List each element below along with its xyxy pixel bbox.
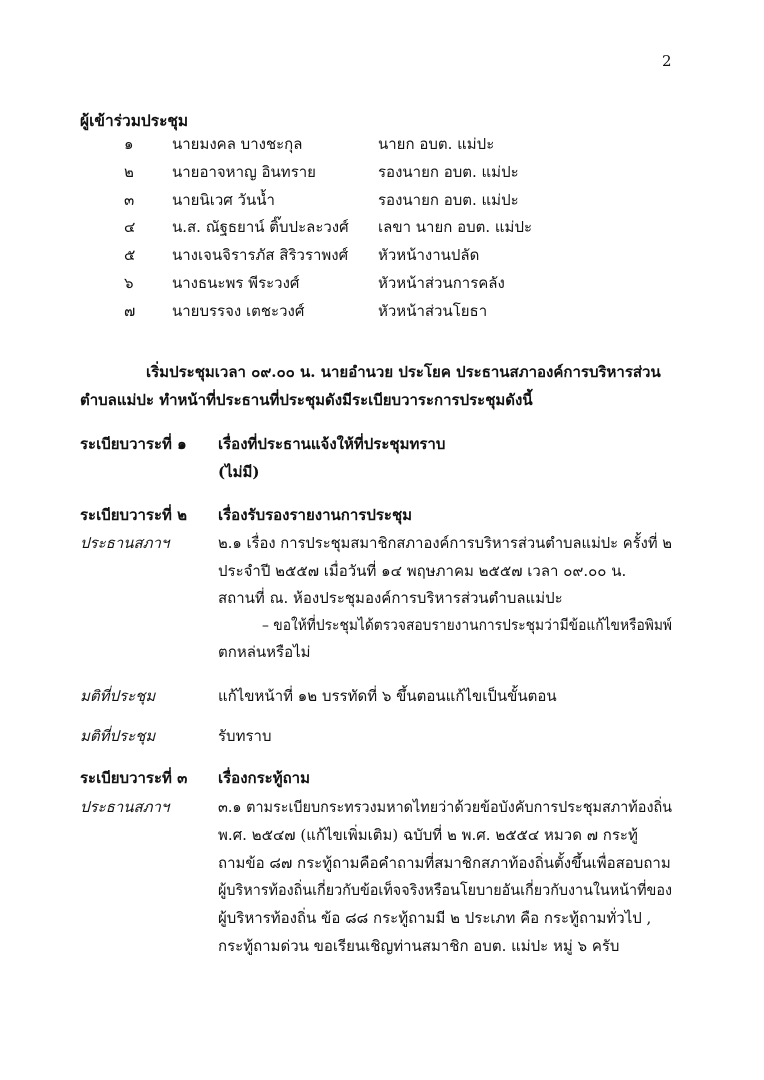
agenda-2-line: ประจำปี ๒๕๕๗ เมื่อวันที่ ๑๔ พฤษภาคม ๒๕๕๗ เวลา ๐๙.๐๐ น. [218, 562, 627, 580]
attendee-number: ๑ [124, 135, 134, 153]
agenda-3-title: เรื่องกระทู้ถาม [218, 769, 310, 787]
intro-line: เริ่มประชุมเวลา ๐๙.๐๐ น. นายอำนวย ประโยค ประธานสภาองค์การบริหารส่วน [146, 363, 661, 381]
attendee-row [0, 160, 764, 188]
agenda-3-speaker: ประธานสภาฯ [80, 798, 170, 816]
agenda-2-title: เรื่องรับรองรายงานการประชุม [218, 506, 413, 524]
attendee-row [0, 299, 764, 327]
attendee-position: หัวหน้างานปลัด [378, 246, 480, 264]
agenda-3-label: ระเบียบวาระที่ ๓ [80, 769, 188, 787]
attendee-number: ๖ [124, 274, 134, 292]
attendee-name: นางธนะพร พีระวงศ์ [172, 274, 300, 292]
attendee-number: ๗ [124, 302, 136, 320]
page-number: 2 [662, 52, 672, 70]
agenda-3-line: ผู้บริหารท้องถิ่นเกี่ยวกับข้อเท็จจริงหรือนโยบายอันเกี่ยวกับงานในหน้าที่ของ [218, 881, 672, 899]
attendee-position: รองนายก อบต. แม่ปะ [378, 163, 519, 181]
attendee-name: นางเจนจิรารภัส สิริวราพงศ์ [172, 246, 349, 264]
attendee-position: นายก อบต. แม่ปะ [378, 135, 495, 153]
attendee-name: นายอาจหาญ อินทราย [172, 163, 316, 181]
agenda-2-line: ๒.๑ เรื่อง การประชุมสมาชิกสภาองค์การบริหารส่วนตำบลแม่ปะ ครั้งที่ ๒ [218, 534, 672, 552]
attendee-number: ๕ [124, 246, 136, 264]
attendee-position: เลขา นายก อบต. แม่ปะ [378, 218, 533, 236]
attendee-position: หัวหน้าส่วนโยธา [378, 302, 488, 320]
agenda-2-line: – ขอให้ที่ประชุมได้ตรวจสอบรายงานการประชุมว่ามีข้อแก้ไขหรือพิมพ์ [262, 616, 673, 634]
resolution-2-label: มติที่ประชุม [80, 727, 156, 745]
attendee-row [0, 188, 764, 216]
agenda-3-line: กระทู้ถามด่วน ขอเรียนเชิญท่านสมาชิก อบต. แม่ปะ หมู่ ๖ ครับ [218, 937, 620, 955]
attendee-position: หัวหน้าส่วนการคลัง [378, 274, 505, 292]
resolution-2-text: รับทราบ [218, 727, 272, 745]
attendee-row [0, 215, 764, 243]
agenda-3-line: พ.ศ. ๒๕๔๗ (แก้ไขเพิ่มเติม) ฉบับที่ ๒ พ.ศ. ๒๕๕๔ หมวด ๗ กระทู้ [218, 826, 638, 844]
attendee-name: นายนิเวศ วันน้ำ [172, 191, 275, 209]
attendee-name: นายบรรจง เตชะวงศ์ [172, 302, 305, 320]
agenda-1-note: (ไม่มี) [218, 463, 260, 481]
attendee-row [0, 132, 764, 160]
agenda-3-line: ๓.๑ ตามระเบียบกระทรวงมหาดไทยว่าด้วยข้อบังคับการประชุมสภาท้องถิ่น [218, 798, 673, 816]
attendee-number: ๓ [124, 191, 135, 209]
attendees-heading: ผู้เข้าร่วมประชุม [80, 111, 189, 130]
attendee-number: ๒ [124, 163, 134, 181]
agenda-2-label: ระเบียบวาระที่ ๒ [80, 506, 188, 524]
attendee-position: รองนายก อบต. แม่ปะ [378, 191, 519, 209]
agenda-3-line: ถามข้อ ๘๗ กระทู้ถามคือคำถามที่สมาชิกสภาท้องถิ่นตั้งขึ้นเพื่อสอบถาม [218, 854, 671, 872]
attendee-number: ๔ [124, 218, 136, 236]
attendee-name: น.ส. ณัฐธยาน์ ติ๊บปะละวงศ์ [172, 218, 349, 236]
agenda-3-line: ผู้บริหารท้องถิ่น ข้อ ๘๘ กระทู้ถามมี ๒ ประเภท คือ กระทู้ถามทั่วไป , [218, 909, 652, 927]
attendee-row [0, 271, 764, 299]
agenda-1-label: ระเบียบวาระที่ ๑ [80, 435, 187, 453]
resolution-1-text: แก้ไขหน้าที่ ๑๒ บรรทัดที่ ๖ ขึ้นตอนแก้ไขเป็นขั้นตอน [218, 687, 557, 705]
attendee-row [0, 243, 764, 271]
agenda-2-speaker: ประธานสภาฯ [80, 534, 170, 552]
agenda-2-line: สถานที่ ณ. ห้องประชุมองค์การบริหารส่วนตำบลแม่ปะ [218, 589, 563, 607]
attendee-name: นายมงคล บางชะกุล [172, 135, 303, 153]
resolution-1-label: มติที่ประชุม [80, 687, 156, 705]
agenda-1-title: เรื่องที่ประธานแจ้งให้ที่ประชุมทราบ [218, 435, 446, 453]
intro-line: ตำบลแม่ปะ ทำหน้าที่ประธานที่ประชุมดังมีระเบียบวาระการประชุมดังนี้ [80, 391, 533, 409]
agenda-2-line: ตกหล่นหรือไม่ [218, 643, 311, 661]
